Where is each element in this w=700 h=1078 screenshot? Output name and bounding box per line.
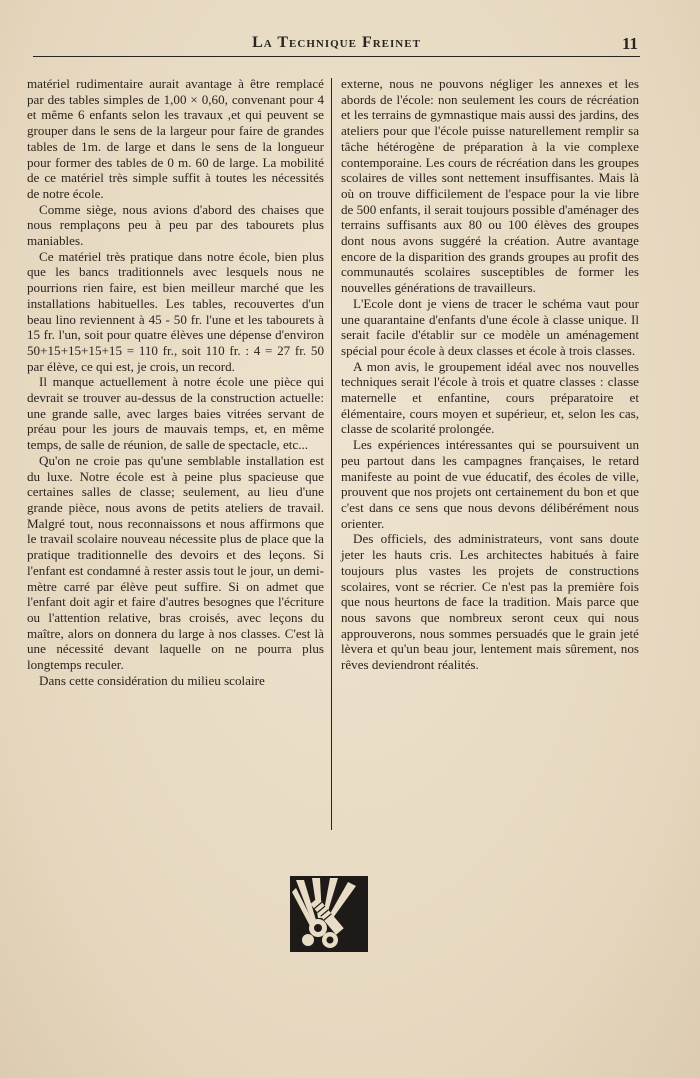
right-column: [341, 76, 639, 673]
paragraph: L'Ecole dont je viens de tracer le schéma vaut pour une quarantaine d'enfants d'une école à classe unique. Il serait facile d'établir sur ce modèle un aménagement spécial pour école à deux classes et école à trois classes.: [341, 295, 639, 358]
paragraph: Ce matériel très pratique dans notre école, bien plus que les bancs traditionnels avec lesquels nous ne pourrions rien faire, est bien meilleur marché que les installations habituelles. Les tables, recouvertes d'un beau lino reviennent à 45 - 50 fr. l'une et les tabourets à 15 fr. l'un, soit pour quatre élèves une dépense d'environ 50+15+15+15+15 = 110 fr., soit 110 fr. : 4 = 27 fr. 50 par élève, ce qui est, je crois, un record.: [27, 248, 324, 374]
paragraph: A mon avis, le groupement idéal avec nos nouvelles techniques serait l'école à trois et quatre classes : classe maternelle et enfantine, cours préparatoire et élémentaire, cours moyen et supérieur, et, selon les cas, classe de scolarité prolongée.: [341, 358, 639, 437]
left-column: [27, 76, 324, 688]
page-number: 11: [621, 34, 638, 53]
page-header: [33, 34, 640, 57]
column-divider: [331, 78, 332, 830]
sunburst-cannon-emblem-icon: [290, 876, 368, 952]
paragraph: Qu'on ne croie pas qu'une semblable installation est du luxe. Notre école est à peine plus spacieuse que certaines salles de classe; seulement, au lieu d'une grande pièce, nous avons de petits ateliers de travail. Malgré tout, nous reconnaissons et nous affirmons que le travail scolaire nouveau nécessite plus de place que la pratique traditionnelle des devoirs et des leçons. Si l'enfant est condamné à rester assis tout le jour, un demi-mètre carré par élève peut suffire. Si on admet que l'enfant doit agir et faire d'autres besognes que l'écriture ou l'attention relative, bras croisés, avec leçons du maître, alors on donnera du large à nos classes. C'est là une nécessité devant laquelle on ne pourra plus longtemps reculer.: [27, 452, 324, 673]
paragraph: Il manque actuellement à notre école une pièce qui devrait se trouver au-dessus de la construction actuelle: une grande salle, avec larges baies vitrées servant de préau pour les jours de mauvais temps, et, en même temps, de salle de réunion, de salle de spectacle, etc...: [27, 374, 324, 453]
paragraph: Les expériences intéressantes qui se poursuivent un peu partout dans les campagnes françaises, le retard manifeste au point de vue éducatif, des écoles de ville, prouvent que nos projets ont certainement du bon et que c'est dans ce sens que nous devons délibérément nous orienter.: [341, 437, 639, 531]
running-title: La Technique Freinet: [252, 34, 421, 51]
paragraph: Dans cette considération du milieu scolaire: [39, 672, 265, 688]
paragraph: Comme siège, nous avions d'abord des chaises que nous remplaçons peu à peu par des tabourets plus maniables.: [27, 201, 324, 249]
paragraph: Des officiels, des administrateurs, vont sans doute jeter les hauts cris. Les architectes habitués à faire toujours plus vastes les projets de constructions scolaires, vont se récrier. Ce n'est pas la première fois que nous heurtons de face la tradition. Mais parce que nous savons que nombreux seront ceux qui nous approuverons, nous sommes persuadés que le grain jeté lèvera et qu'un beau jour, lentement mais sûrement, nos rêves deviendront réalités.: [341, 531, 639, 673]
paragraph: externe, nous ne pouvons négliger les annexes et les abords de l'école: non seulement les cours de récréation et les terrains de gymnastique mais aussi des jardins, des ateliers pour que l'école puisse naturellement remplir sa tâche hétérogène de préparation à la vie complexe contemporaine. Les cours de récréation dans les groupes scolaires de villes sont nettement insuffisantes. Mais là où on trouve difficilement de l'espace pour la vie libre de 500 enfants, il serait toujours possible d'aménager des terrains suffisants aux 80 ou 100 élèves des groupes dont nous avons suggéré la création. Autre avantage encore de la disparition des grands groupes au profit des communautés scolaires susceptibles de former les nouvelles générations de travailleurs.: [341, 76, 639, 296]
paragraph: matériel rudimentaire aurait avantage à être remplacé par des tables simples de 1,00 × 0,60, convenant pour 4 et même 6 enfants selon les travaux ,et qui peuvent se grouper dans le sens de la largeur pour faire de grandes tables de 1m. de large et dans le sens de la longueur pour former des tables de 0 m. 60 de large. La mobilité de ce matériel très simple suffit à toutes les nécessités de notre école.: [27, 76, 324, 201]
